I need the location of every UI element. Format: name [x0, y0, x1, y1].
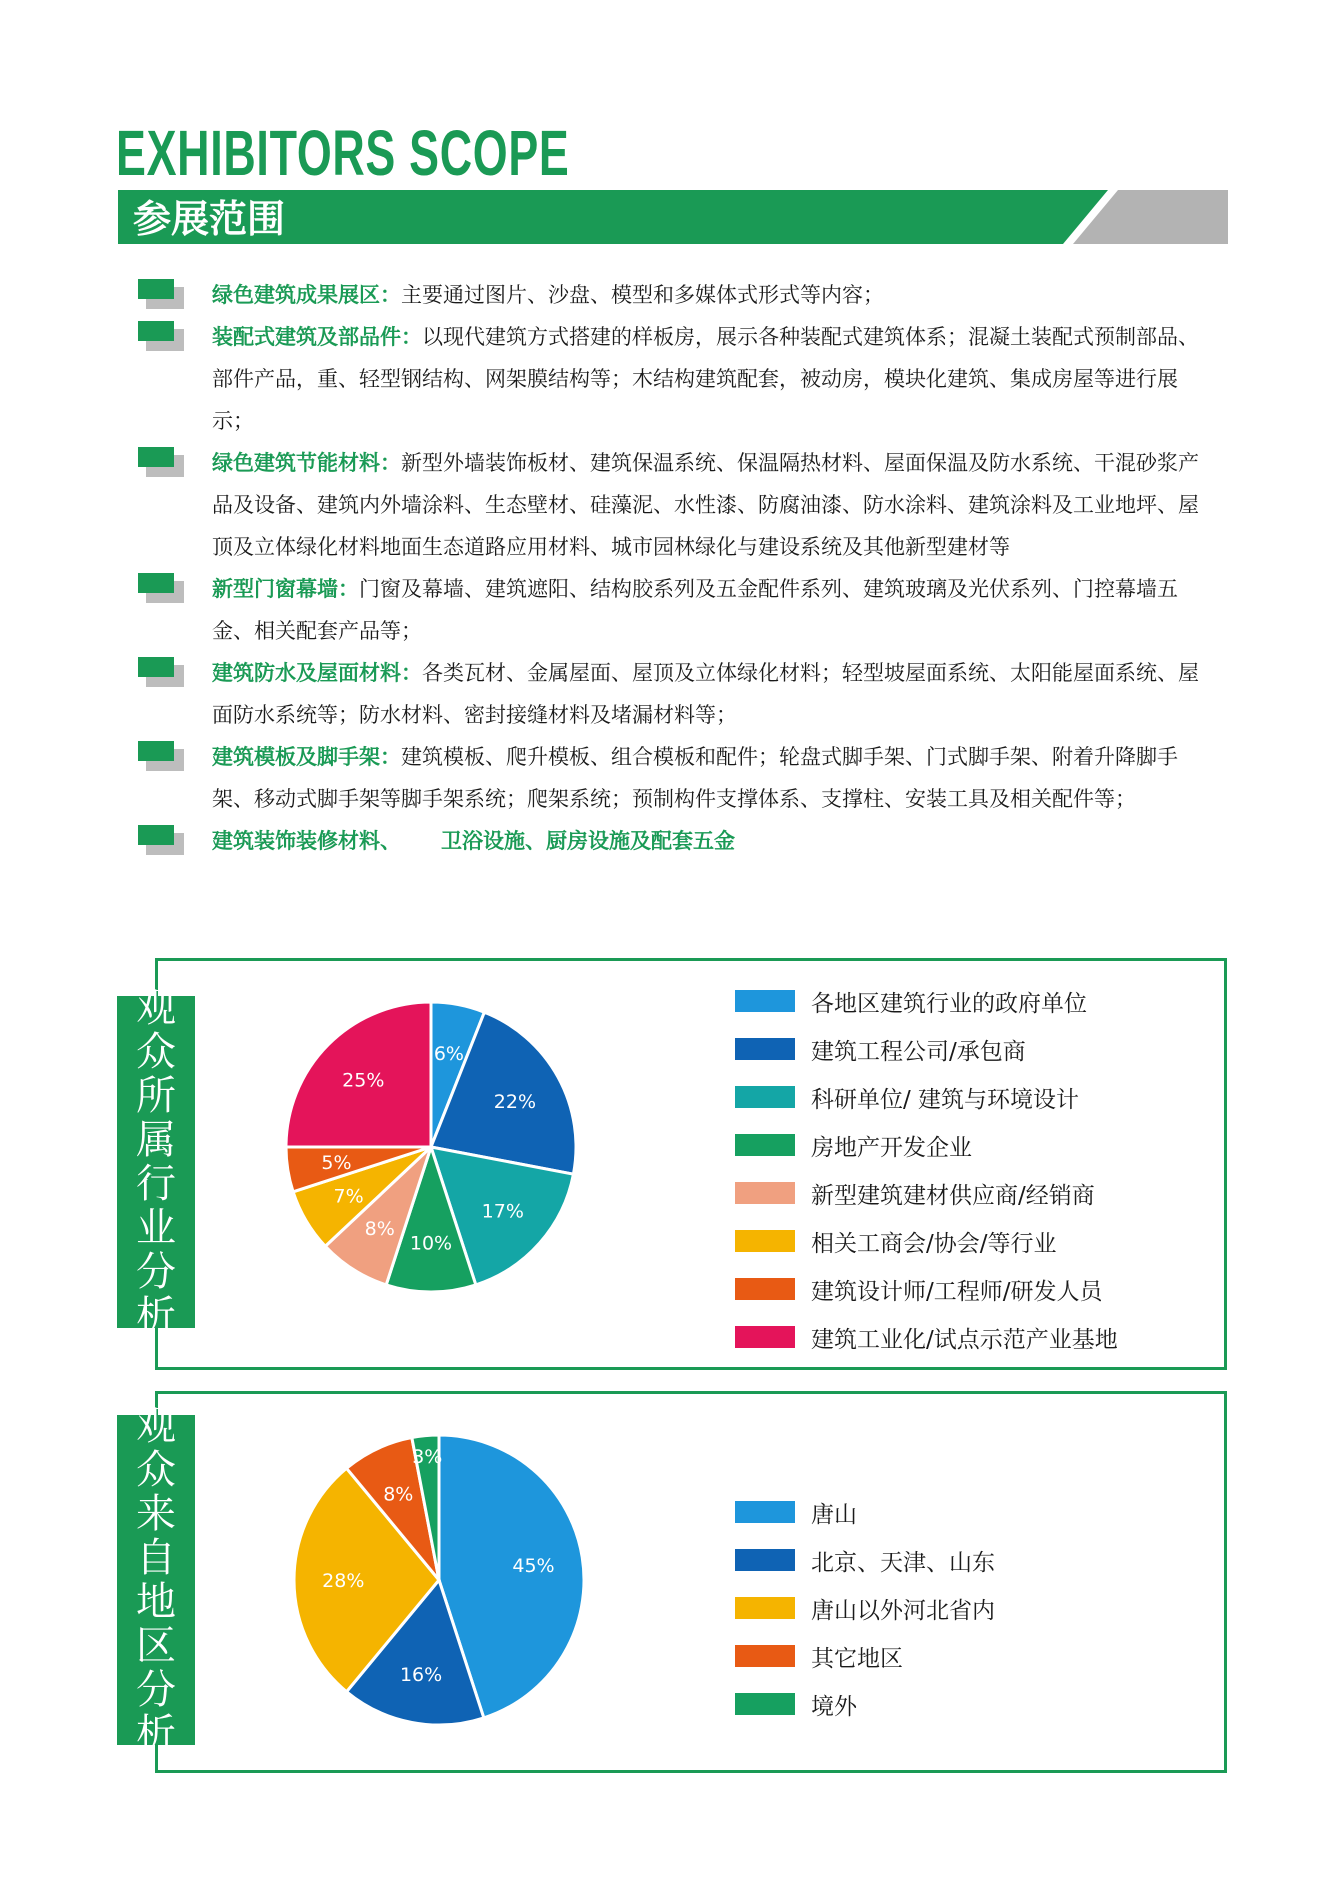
scope-item-title: 建筑防水及屋面材料：: [212, 661, 422, 685]
legend-label: 唐山以外河北省内: [811, 1597, 995, 1624]
square-bullet-icon: [138, 279, 184, 309]
scope-item-title: 建筑模板及脚手架：: [212, 745, 401, 769]
legend-swatch: [735, 1086, 795, 1108]
legend-label: 境外: [811, 1693, 857, 1720]
legend-label: 北京、天津、山东: [811, 1549, 995, 1576]
scope-item: [138, 568, 1218, 652]
scope-item: [138, 652, 1218, 736]
scope-item: [138, 442, 1218, 568]
legend-item: [735, 1313, 1118, 1361]
legend-swatch: [735, 1038, 795, 1060]
legend-item: [735, 1488, 995, 1536]
pie-slice-label: 5%: [321, 1152, 352, 1174]
scope-item: [138, 316, 1218, 442]
square-bullet-icon: [138, 321, 184, 351]
scope-item-desc: 新型外墙装饰板材、建筑保温系统、保温隔热材料、屋面保温及防水系统、干混砂浆产品及设备、建筑内外墙涂料、生态壁材、硅藻泥、水性漆、防腐油漆、防水涂料、建筑涂料及工业地坪、屋顶及立体绿化材料地面生态道路应用材料、城市园林绿化与建设系统及其他新型建材等: [212, 451, 1199, 559]
region-pie-chart: [289, 1430, 589, 1730]
pie-slice-label: 16%: [399, 1664, 443, 1686]
scope-item-title: 新型门窗幕墙：: [212, 577, 359, 601]
legend-swatch: [735, 1326, 795, 1348]
scope-item-desc: 各类瓦材、金属屋面、屋顶及立体绿化材料；轻型坡屋面系统、太阳能屋面系统、屋面防水系统等；防水材料、密封接缝材料及堵漏材料等；: [212, 661, 1199, 727]
region-legend: [735, 1488, 995, 1728]
legend-label: 唐山: [811, 1501, 857, 1528]
legend-label: 建筑工业化/试点示范产业基地: [811, 1326, 1118, 1353]
scope-item-title: 建筑装饰装修材料、: [212, 829, 401, 853]
industry-pie-chart: [281, 997, 581, 1297]
legend-label: 建筑工程公司/承包商: [811, 1038, 1026, 1065]
legend-label: 各地区建筑行业的政府单位: [811, 990, 1087, 1017]
scope-item-desc: 主要通过图片、沙盘、模型和多媒体式形式等内容；: [401, 283, 884, 307]
pie-slice-label: 17%: [481, 1200, 524, 1223]
industry-chart-title: 观 众 所 属 行 业 分 析: [117, 996, 195, 1328]
legend-label: 房地产开发企业: [811, 1134, 972, 1161]
legend-item: [735, 1025, 1118, 1073]
pie-slice-label: 28%: [322, 1570, 365, 1592]
pie-slice-label: 3%: [412, 1445, 443, 1468]
pie-slice-label: 25%: [342, 1069, 385, 1092]
scope-item-desc: 以现代建筑方式搭建的样板房，展示各种装配式建筑体系；混凝土装配式预制部品、部件产品，重、轻型钢结构、网架膜结构等；木结构建筑配套，被动房，模块化建筑、集成房屋等进行展示；: [212, 325, 1199, 433]
square-bullet-icon: [138, 573, 184, 603]
scope-item-desc: 门窗及幕墙、建筑遮阳、结构胶系列及五金配件系列、建筑玻璃及光伏系列、门控幕墙五金、相关配套产品等；: [212, 577, 1178, 643]
pie-slice-label: 7%: [333, 1185, 364, 1208]
legend-item: [735, 1584, 995, 1632]
legend-swatch: [735, 1501, 795, 1523]
scope-item: [138, 274, 1218, 316]
scope-item-desc: 卫浴设施、厨房设施及配套五金: [441, 829, 735, 853]
scope-item-title: 绿色建筑节能材料：: [212, 451, 401, 475]
scope-item-title: 装配式建筑及部品件：: [212, 325, 422, 349]
pie-slice-label: 45%: [512, 1555, 555, 1577]
legend-swatch: [735, 1693, 795, 1715]
legend-swatch: [735, 1230, 795, 1252]
scope-item: [138, 736, 1218, 820]
section-title-chinese: 参展范围: [133, 197, 286, 241]
region-chart-title: 观 众 来 自 地 区 分 析: [117, 1415, 195, 1745]
square-bullet-icon: [138, 447, 184, 477]
legend-item: [735, 1680, 995, 1728]
legend-swatch: [735, 1597, 795, 1619]
scope-item-title: 绿色建筑成果展区：: [212, 283, 401, 307]
legend-swatch: [735, 1182, 795, 1204]
pie-slice-label: 22%: [493, 1090, 537, 1113]
legend-label: 其它地区: [811, 1645, 903, 1672]
legend-label: 新型建筑建材供应商/经销商: [811, 1182, 1095, 1209]
legend-item: [735, 1169, 1118, 1217]
legend-item: [735, 1632, 995, 1680]
legend-item: [735, 1536, 995, 1584]
section-title-english: EXHIBITORS SCOPE: [116, 117, 570, 189]
industry-legend: [735, 977, 1118, 1361]
legend-label: 相关工商会/协会/等行业: [811, 1230, 1057, 1257]
pie-slice-label: 10%: [409, 1232, 453, 1255]
scope-item: [138, 820, 1218, 862]
legend-label: 建筑设计师/工程师/研发人员: [811, 1278, 1103, 1305]
scope-list: [138, 274, 1218, 862]
legend-item: [735, 1121, 1118, 1169]
legend-item: [735, 1265, 1118, 1313]
legend-swatch: [735, 1278, 795, 1300]
square-bullet-icon: [138, 825, 184, 855]
legend-swatch: [735, 1549, 795, 1571]
pie-slice-label: 6%: [433, 1043, 464, 1065]
legend-swatch: [735, 990, 795, 1012]
legend-swatch: [735, 1134, 795, 1156]
legend-item: [735, 977, 1118, 1025]
scope-item-desc: 建筑模板、爬升模板、组合模板和配件；轮盘式脚手架、门式脚手架、附着升降脚手架、移动式脚手架等脚手架系统；爬架系统；预制构件支撑体系、支撑柱、安装工具及相关配件等；: [212, 745, 1178, 811]
legend-item: [735, 1217, 1118, 1265]
square-bullet-icon: [138, 741, 184, 771]
legend-label: 科研单位/ 建筑与环境设计: [811, 1086, 1080, 1113]
legend-swatch: [735, 1645, 795, 1667]
pie-slice-label: 8%: [364, 1217, 395, 1240]
pie-slice-label: 8%: [383, 1483, 414, 1506]
square-bullet-icon: [138, 657, 184, 687]
legend-item: [735, 1073, 1118, 1121]
